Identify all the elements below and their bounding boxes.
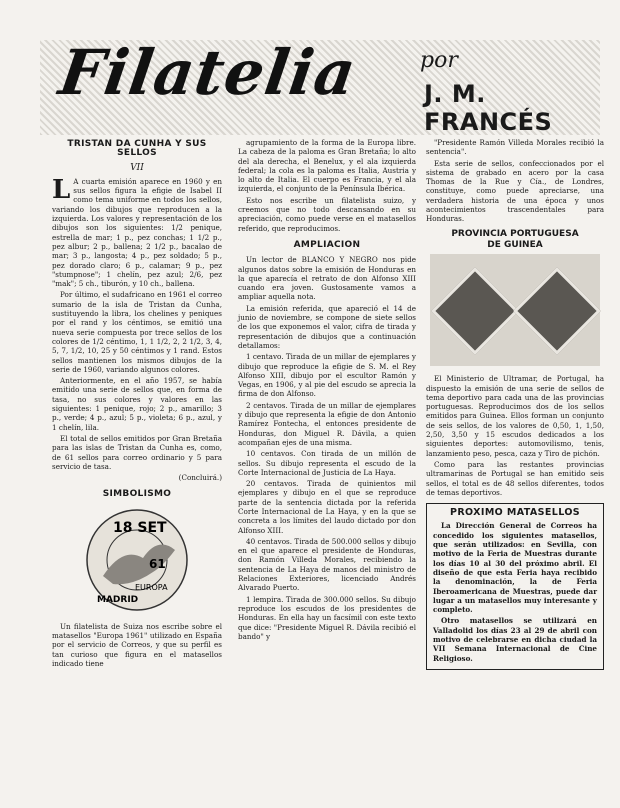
paragraph: Esto nos escribe un filatelista suizo, y creemos que no todo descansando en su apreciación, como puede verse en el matasellos referido, que reproducimos. <box>238 195 416 233</box>
postmark-date: 18 SET <box>113 519 167 536</box>
stamp-right <box>513 267 601 355</box>
paragraph: Esta serie de sellos, confeccionados por el sistema de grabado en acero por la casa Thomas de la Rue y Cía., de Londres, constituye, como puede apreciarse, una verdadera historia de una época y unos acontecimientos trascendentales para Honduras. <box>426 158 604 224</box>
continued-note: (Concluirá.) <box>178 473 222 483</box>
box-heading: PROXIMO MATASELLOS <box>449 507 581 519</box>
paragraph: La emisión referida, que apareció el 14 de junio de noviembre, se compone de siete sellos de los que exponemos el valor, cifra de tirada y representación de dibujos que a continuación detallamos: <box>238 303 416 350</box>
drop-cap: L <box>52 174 71 205</box>
postmark-image <box>83 506 191 614</box>
article-heading-ampliacion: AMPLIACION <box>293 239 361 250</box>
matasellos-box <box>426 503 604 670</box>
column-3 <box>426 138 604 670</box>
paragraph: Un lector de BLANCO Y NEGRO nos pide algunos datos sobre la emisión de Honduras en la que aparecía el retrato de don Alfonso XIII cuando era joven. Gustosamente vamos a ampliar aquella nota. <box>238 255 416 302</box>
article-heading-guinea-2: DE GUINEA <box>487 239 543 250</box>
article-part-number: VII <box>130 162 144 173</box>
paragraph: agrupamiento de la forma de la Europa libre. La cabeza de la paloma es Gran Bretaña; lo alto del ala derecha, el Benelux, y el ala izquierda federal; la cola es la paloma es Italia, Austria y lo alto de Italia. El cuerpo es Francia, y el ala izquierda, el conjunto de la Península Ibérica. <box>238 138 416 194</box>
paragraph: Otro matasellos se utilizará en Valladolid los días 23 al 29 de abril con motivo de celebrarse en dicha ciudad la VII Semana Internacional de Cine Religioso. <box>433 616 597 663</box>
paragraph: Un filatelista de Suiza nos escribe sobre el matasellos "Europa 1961" utilizado en España por el servicio de Correos, y que su perfil es tan curioso que figura en el matasellos indicado tiene <box>52 621 222 668</box>
article-heading-tristan: TRISTAN DA CUNHA Y SUS SELLOS <box>67 139 207 159</box>
paragraph: 2 centavos. Tirada de un millar de ejemplares y dibujo que representa la efigie de don Antonio Ramírez Fontecha, el entonces presidente de Honduras, don Miguel R. Dávila, a quien acompañan ejes de una misma. <box>238 400 416 447</box>
paragraph: Por último, el sudafricano en 1961 el correo sumario de la isla de Tristan da Cunha, sustituyendo la libra, los chelines y peniques por el rand y los céntimos, se emitió una nueva serie compuesta por trece sellos de los colores de 1/2 céntimo, 1, 1 1/2, 2, 2 1/2, 3, 4, 5, 7, 1/2, 10, 25 y 50 céntimos y 1 rand. Estos sellos mantienen los mismos dibujos de la serie de 1960, variando algunos colores. <box>52 290 222 374</box>
paragraph: Como para las restantes provincias ultramarinas de Portugal se han emitido seis sellos, el total es de 48 sellos diferentes, todos de temas deportivos. <box>426 459 604 497</box>
stamp-left <box>431 267 519 355</box>
paragraph: L A cuarta emisión aparece en 1960 y en sus sellos figura la efigie de Isabel II como tema uniforme en todos los sellos, variando los dibujos que reproducen a la izquierda. Los valores y representación de los dibujos son los siguientes: 1/2 penique, estrella de mar; 1 p., pez conchas; 1 1/2 p., pez albur; 2 p., ballena; 2 1/2 p., bacalao de mar; 3 p., langosta; 4 p., pez soldado; 5 p., pez dorado claro; 6 p., calamar; 9 p., pez "stumpnose"; 1 chelín, pez azul; 2/6, pez "mak"; 5 ch., tiburón, y 10 ch., ballena. <box>52 174 222 289</box>
paragraph: 10 centavos. Con tirada de un millón de sellos. Su dibujo representa el escudo de la Corte Internacional de Justicia de La Haya. <box>238 449 416 477</box>
byline-por: por <box>420 48 458 73</box>
column-1 <box>52 138 222 670</box>
paragraph: El Ministerio de Ultramar, de Portugal, ha dispuesto la emisión de una serie de sellos de tema deportivo para cada una de las provincias portuguesas. Reproducimos dos de los sellos emitidos para Guinea. Ellos forman un conjunto de seis sellos, de los valores de 0,50, 1, 1,50, 2,50, 3,50 y 15 escudos dedicados a los siguientes deportes: automovilismo, tenis, lanzamiento peso, pesca, caza y Tiro de pichón. <box>426 374 604 458</box>
article-heading-guinea-1: PROVINCIA PORTUGUESA <box>451 228 579 239</box>
postmark-word: EUROPA <box>135 582 168 592</box>
paragraph: "Presidente Ramón Villeda Morales recibió la sentencia". <box>426 138 604 157</box>
paragraph: 20 centavos. Tirada de quinientos mil ejemplares y dibujo en el que se reproduce parte de la sentencia dictada por la referida Corte Internacional de La Haya, y en la que se concreta a los límites del laudo dictado por don Alfonso XIII. <box>238 479 416 535</box>
guinea-stamps-image <box>430 254 600 366</box>
column-2 <box>238 138 416 643</box>
paragraph: 1 lempira. Tirada de 300.000 sellos. Su dibujo reproduce los escudos de los presidentes de Honduras. En ella hay un facsímil con este texto que dice: "Presidente Miguel R. Dávila recibió el bando" y <box>238 594 416 641</box>
paragraph: 1 centavo. Tirada de un millar de ejemplares y dibujo que reproduce la efigie de S. M. el Rey Alfonso XIII, dibujo por el escultor Ramón y Vegas, en 1906, y al pie del escudo se aprecia la firma de don Alfonso. <box>238 352 416 399</box>
postmark-year: 61 <box>149 556 166 571</box>
article-heading-simbolismo: SIMBOLISMO <box>102 489 172 500</box>
byline-author: J. M. FRANCÉS <box>424 80 553 136</box>
section-title: Filatelia <box>54 36 361 109</box>
paragraph: La Dirección General de Correos ha concedido los siguientes matasellos, que serán utilizados: en Sevilla, con motivo de la Feria de Muestras durante los días 10 al 30 del próximo abril. El diseño de que esta Feria haya recibido la denominación, la de Feria Iberoamericana de Muestras, puede dar lugar a un matasellos muy interesante y completo. <box>433 521 597 615</box>
postmark-city: MADRID <box>97 594 139 605</box>
paragraph: 40 centavos. Tirada de 500.000 sellos y dibujo en el que aparece el presidente de Honduras, don Ramón Villeda Morales, recibiendo la sentencia de La Haya de manos del ministro de Relaciones Exteriores, licenciado Andrés Alvarado Puerto. <box>238 536 416 593</box>
paragraph: El total de sellos emitidos por Gran Bretaña para las islas de Tristan da Cunha es, como, de 61 sellos para correo ordinario y 5 para servicio de tasa. <box>52 433 222 471</box>
paragraph: Anteriormente, en el año 1957, se había emitido una serie de sellos que, en forma de tasa, no sus colores y valores en las siguientes: 1 penique, rojo; 2 p., amarillo; 3 p., verde; 4 p., azul; 5 p., violeta; 6 p., azul, y 1 chelín, lila. <box>52 376 222 432</box>
